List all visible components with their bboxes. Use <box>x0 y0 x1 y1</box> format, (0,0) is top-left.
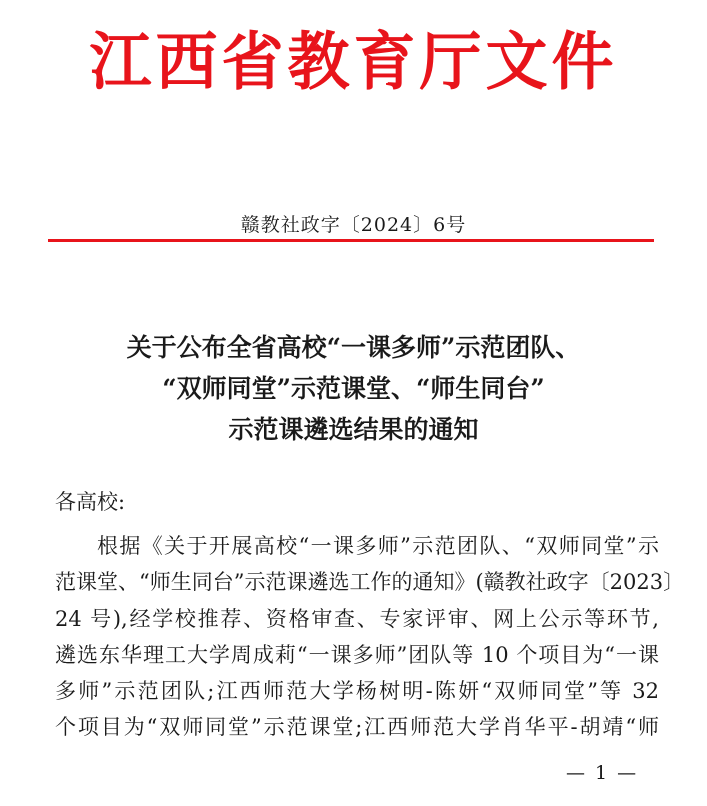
title-line: 示范课遴选结果的通知 <box>228 415 479 444</box>
title-line: 关于公布全省高校“一课多师”示范团队、 <box>126 333 581 362</box>
notice-title <box>0 327 707 450</box>
page-number: — 1 — <box>566 762 639 784</box>
body-line: 多师”示范团队;江西师范大学杨树明-陈妍“双师同堂”等 32 <box>55 679 659 704</box>
body-line: 遴选东华理工大学周成莉“一课多师”团队等 10 个项目为“一课 <box>55 642 659 667</box>
body-line: 范课堂、“师生同台”示范课遴选工作的通知》(赣教社政字〔2023〕 <box>55 570 685 595</box>
red-divider-line <box>48 239 654 242</box>
document-masthead: 江西省教育厅文件 <box>89 24 618 99</box>
salutation: 各高校: <box>55 490 126 514</box>
title-line: “双师同堂”示范课堂、“师生同台” <box>162 374 545 403</box>
body-paragraph <box>55 528 685 746</box>
document-number: 赣教社政字〔2024〕6号 <box>240 214 467 236</box>
body-line: 根据《关于开展高校“一课多师”示范团队、“双师同堂”示 <box>97 534 659 558</box>
body-line: 个项目为“双师同堂”示范课堂;江西师范大学肖华平-胡靖“师 <box>55 715 659 740</box>
body-line: 24 号),经学校推荐、资格审查、专家评审、网上公示等环节, <box>55 606 659 631</box>
